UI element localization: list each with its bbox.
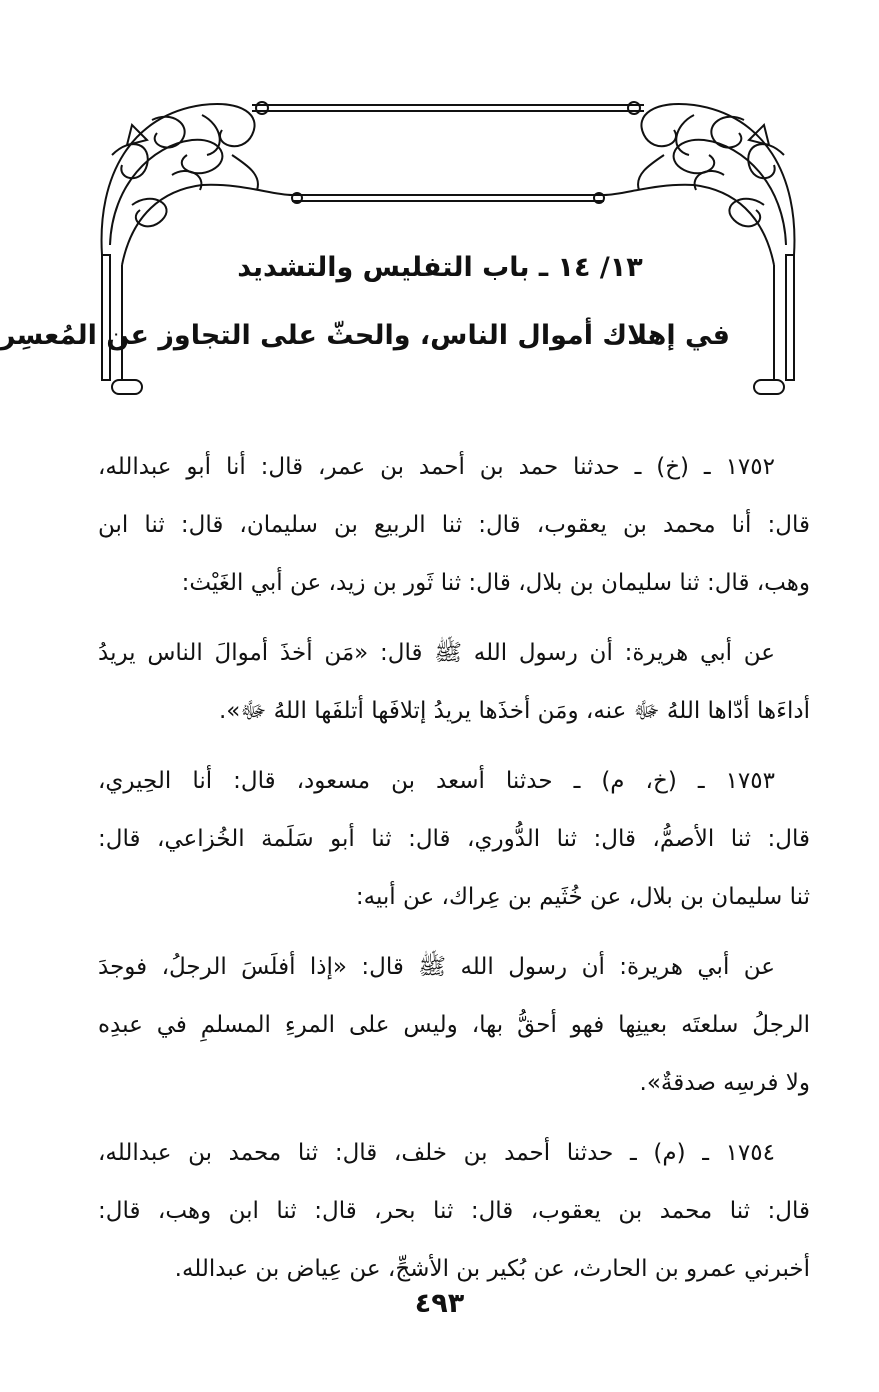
chapter-heading bbox=[0, 250, 730, 386]
hadith-1753-matn bbox=[98, 938, 810, 1112]
hadith-1752-isnad bbox=[98, 438, 810, 612]
chapter-title-line-1: ١٣/ ١٤ ـ باب التفليس والتشديد bbox=[237, 252, 643, 283]
text-line: ١٧٥٢ ـ (خ) ـ حدثنا حمد بن أحمد بن عمر، قال: أنا أبو عبدالله، bbox=[98, 454, 775, 480]
text-line: ١٧٥٤ ـ (م) ـ حدثنا أحمد بن خلف، قال: ثنا محمد بن عبدالله، bbox=[98, 1140, 775, 1166]
text-line: قال: ثنا الأصمُّ، قال: ثنا الدُّوري، قال: ثنا أبو سَلَمة الخُزاعي، قال: bbox=[98, 826, 810, 852]
text-line: ثنا سليمان بن بلال، عن خُثَيم بن عِراك، عن أبيه: bbox=[355, 884, 810, 910]
text-line: أداءَها أدّاها اللهُ ﷻ عنه، ومَن أخذَها يريدُ إتلافَها أتلفَها اللهُ ﷻ». bbox=[218, 698, 810, 724]
page-number: ٤٩٣ bbox=[414, 1288, 465, 1319]
text-line: عن أبي هريرة: أن رسول الله ﷺ قال: «مَن أخذَ أموالَ الناس يريدُ bbox=[98, 640, 775, 666]
text-line: قال: ثنا محمد بن يعقوب، قال: ثنا بحر، قال: ثنا ابن وهب، قال: bbox=[98, 1198, 810, 1224]
hadith-1752-matn bbox=[98, 624, 810, 740]
text-line: عن أبي هريرة: أن رسول الله ﷺ قال: «إذا أفلَسَ الرجلُ، فوجدَ bbox=[98, 954, 775, 980]
hadith-1754-isnad bbox=[98, 1124, 810, 1298]
text-line: الرجلُ سلعتَه بعينِها فهو أحقُّ بها، وليس على المرءِ المسلمِ في عبدِه bbox=[98, 1012, 810, 1038]
chapter-title-line-2: في إهلاك أموال الناس، والحثّ على التجاوز عن المُعسِر bbox=[0, 320, 730, 351]
text-line: أخبرني عمرو بن الحارث، عن بُكير بن الأشجِّ، عن عِياض بن عبدالله. bbox=[174, 1256, 810, 1282]
text-line: ولا فرسِه صدقةٌ». bbox=[639, 1070, 810, 1096]
text-line: قال: أنا محمد بن يعقوب، قال: ثنا الربيع بن سليمان، قال: ثنا ابن bbox=[98, 512, 810, 538]
text-line: ١٧٥٣ ـ (خ، م) ـ حدثنا أسعد بن مسعود، قال: أنا الحِيري، bbox=[98, 768, 775, 794]
text-line: وهب، قال: ثنا سليمان بن بلال، قال: ثنا ثَور بن زيد، عن أبي الغَيْث: bbox=[181, 570, 810, 596]
hadith-1753-isnad bbox=[98, 752, 810, 926]
hadith-text-body bbox=[98, 438, 810, 1310]
